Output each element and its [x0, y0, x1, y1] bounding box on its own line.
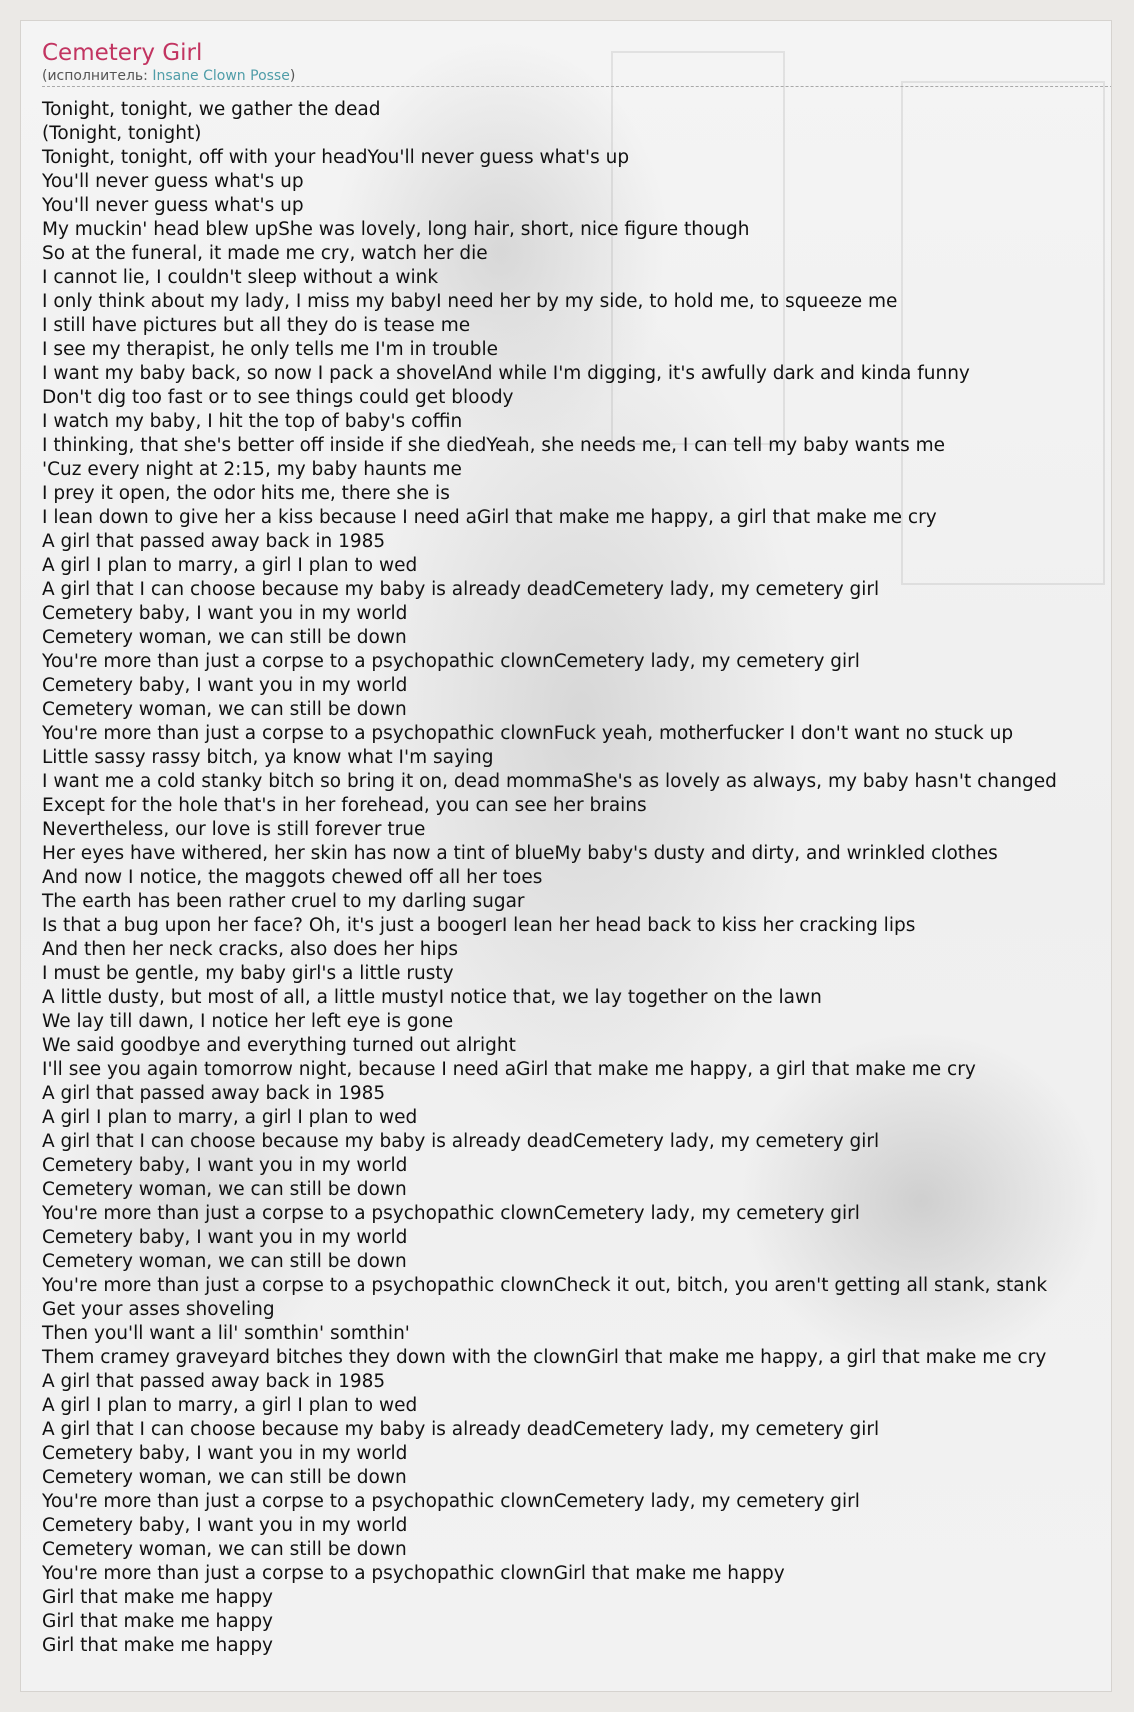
- lyric-line: I lean down to give her a kiss because I need aGirl that make me happy, a girl that make me cry: [42, 507, 937, 528]
- lyric-line: Except for the hole that's in her forehead, you can see her brains: [42, 795, 647, 816]
- lyric-line: And now I notice, the maggots chewed off all her toes: [42, 867, 543, 888]
- song-title: Cemetery Girl: [42, 40, 203, 66]
- lyric-line: A girl that I can choose because my baby is already deadCemetery lady, my cemetery girl: [42, 1131, 880, 1152]
- lyric-line: Cemetery baby, I want you in my world: [42, 675, 408, 696]
- lyric-line: We lay till dawn, I notice her left eye is gone: [42, 1011, 454, 1032]
- lyric-line: Tonight, tonight, we gather the dead: [42, 99, 381, 120]
- lyric-line: And then her neck cracks, also does her hips: [42, 939, 458, 960]
- lyric-line: Cemetery woman, we can still be down: [42, 1251, 407, 1272]
- lyric-line: Cemetery baby, I want you in my world: [42, 603, 408, 624]
- lyrics-content: [42, 39, 1111, 1658]
- lyric-line: My muckin' head blew upShe was lovely, long hair, short, nice figure though: [42, 219, 750, 240]
- lyric-line: Cemetery baby, I want you in my world: [42, 1227, 408, 1248]
- lyric-line: Then you'll want a lil' somthin' somthin': [42, 1323, 410, 1344]
- lyric-line: Girl that make me happy: [42, 1611, 274, 1632]
- lyrics-text: [42, 98, 1111, 1658]
- lyric-line: A girl that passed away back in 1985: [42, 1083, 386, 1104]
- artist-link[interactable]: Insane Clown Posse: [152, 68, 290, 84]
- lyric-line: Nevertheless, our love is still forever true: [42, 819, 426, 840]
- lyric-line: A girl that passed away back in 1985: [42, 1371, 386, 1392]
- lyric-line: You'll never guess what's up: [42, 195, 304, 216]
- lyric-line: I'll see you again tomorrow night, because I need aGirl that make me happy, a girl that make me cry: [42, 1059, 976, 1080]
- lyric-line: You'll never guess what's up: [42, 171, 304, 192]
- lyric-line: I watch my baby, I hit the top of baby's coffin: [42, 411, 463, 432]
- lyric-line: I see my therapist, he only tells me I'm in trouble: [42, 339, 498, 360]
- lyric-line: I thinking, that she's better off inside if she diedYeah, she needs me, I can tell my baby wants me: [42, 435, 946, 456]
- artist-prefix: (исполнитель:: [42, 68, 153, 84]
- lyric-line: Them cramey graveyard bitches they down with the clownGirl that make me happy, a girl that make me cry: [42, 1347, 1047, 1368]
- lyric-line: You're more than just a corpse to a psychopathic clownCemetery lady, my cemetery girl: [42, 1203, 860, 1224]
- lyric-line: (Tonight, tonight): [42, 123, 202, 144]
- lyric-line: A girl that I can choose because my baby is already deadCemetery lady, my cemetery girl: [42, 579, 880, 600]
- lyric-line: A girl that passed away back in 1985: [42, 531, 386, 552]
- lyric-line: Tonight, tonight, off with your headYou'll never guess what's up: [42, 147, 630, 168]
- lyric-line: A little dusty, but most of all, a little mustyI notice that, we lay together on the lawn: [42, 987, 822, 1008]
- artist-line: [42, 67, 1112, 87]
- lyric-line: A girl I plan to marry, a girl I plan to wed: [42, 1107, 418, 1128]
- lyric-line: I still have pictures but all they do is tease me: [42, 315, 471, 336]
- lyric-line: I cannot lie, I couldn't sleep without a wink: [42, 267, 439, 288]
- lyric-line: 'Cuz every night at 2:15, my baby haunts me: [42, 459, 462, 480]
- artist-suffix: ): [289, 68, 296, 84]
- lyric-line: We said goodbye and everything turned out alright: [42, 1035, 516, 1056]
- lyrics-card: [20, 20, 1112, 1692]
- lyric-line: I prey it open, the odor hits me, there she is: [42, 483, 450, 504]
- lyric-line: Cemetery baby, I want you in my world: [42, 1155, 408, 1176]
- lyric-line: A girl I plan to marry, a girl I plan to wed: [42, 555, 418, 576]
- lyric-line: Cemetery woman, we can still be down: [42, 699, 407, 720]
- lyric-line: You're more than just a corpse to a psychopathic clownCemetery lady, my cemetery girl: [42, 1491, 860, 1512]
- lyric-line: A girl I plan to marry, a girl I plan to wed: [42, 1395, 418, 1416]
- lyric-line: You're more than just a corpse to a psychopathic clownGirl that make me happy: [42, 1563, 785, 1584]
- lyric-line: Cemetery woman, we can still be down: [42, 1179, 407, 1200]
- lyric-line: Get your asses shoveling: [42, 1299, 275, 1320]
- lyric-line: I only think about my lady, I miss my babyI need her by my side, to hold me, to squeeze me: [42, 291, 898, 312]
- lyric-line: Girl that make me happy: [42, 1587, 274, 1608]
- lyric-line: Cemetery baby, I want you in my world: [42, 1443, 408, 1464]
- lyric-line: I must be gentle, my baby girl's a little rusty: [42, 963, 454, 984]
- lyric-line: You're more than just a corpse to a psychopathic clownFuck yeah, motherfucker I don't want no stuck up: [42, 723, 1014, 744]
- lyric-line: Cemetery woman, we can still be down: [42, 627, 407, 648]
- lyric-line: The earth has been rather cruel to my darling sugar: [42, 891, 525, 912]
- lyric-line: Don't dig too fast or to see things could get bloody: [42, 387, 514, 408]
- lyric-line: So at the funeral, it made me cry, watch her die: [42, 243, 488, 264]
- lyric-line: I want my baby back, so now I pack a shovelAnd while I'm digging, it's awfully dark and kinda funny: [42, 363, 970, 384]
- lyric-line: Cemetery woman, we can still be down: [42, 1539, 407, 1560]
- lyric-line: Little sassy rassy bitch, ya know what I'm saying: [42, 747, 494, 768]
- lyric-line: Is that a bug upon her face? Oh, it's just a boogerI lean her head back to kiss her cracking lips: [42, 915, 916, 936]
- lyric-line: Girl that make me happy: [42, 1635, 274, 1656]
- lyric-line: A girl that I can choose because my baby is already deadCemetery lady, my cemetery girl: [42, 1419, 880, 1440]
- lyric-line: You're more than just a corpse to a psychopathic clownCheck it out, bitch, you aren't getting all stank, stank: [42, 1275, 1048, 1296]
- lyric-line: Cemetery baby, I want you in my world: [42, 1515, 408, 1536]
- lyric-line: I want me a cold stanky bitch so bring it on, dead mommaShe's as lovely as always, my baby hasn't changed: [42, 771, 1057, 792]
- lyric-line: Her eyes have withered, her skin has now a tint of blueMy baby's dusty and dirty, and wrinkled clothes: [42, 843, 998, 864]
- lyric-line: You're more than just a corpse to a psychopathic clownCemetery lady, my cemetery girl: [42, 651, 860, 672]
- lyric-line: Cemetery woman, we can still be down: [42, 1467, 407, 1488]
